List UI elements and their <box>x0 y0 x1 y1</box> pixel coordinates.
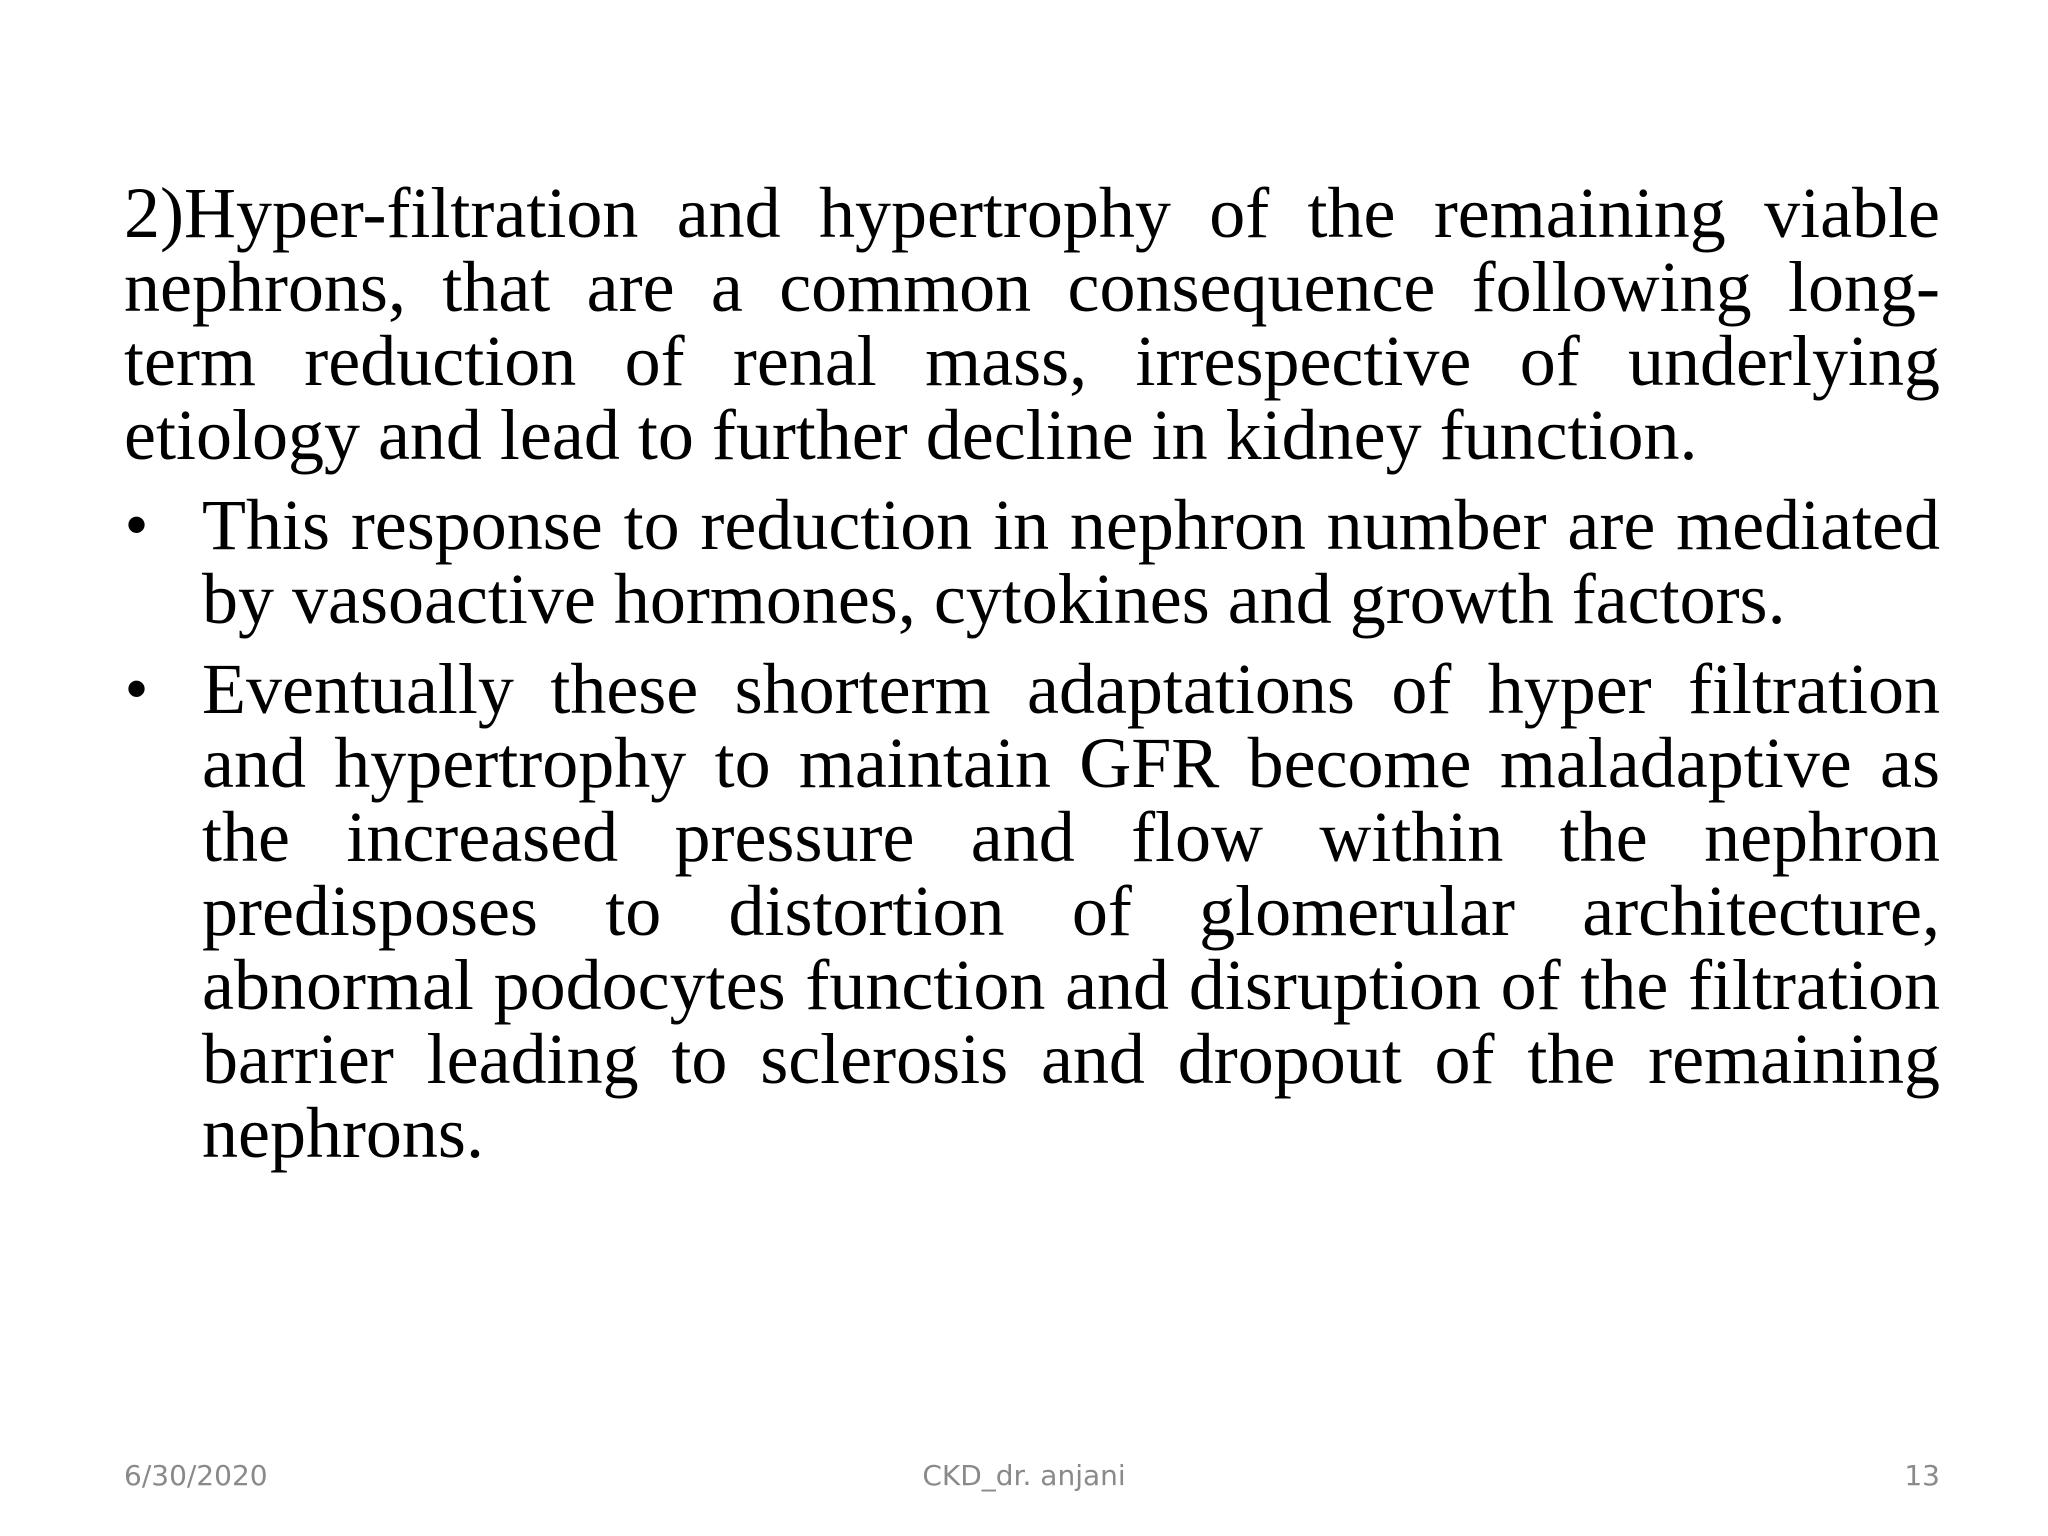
bullet-text: This response to reduction in nephron number are mediated by vasoactive hormones, cytokines and growth factors. <box>202 485 1940 639</box>
bullet-marker: • <box>126 655 148 722</box>
footer-title: CKD_dr. anjani <box>922 1459 1126 1492</box>
slide-body <box>124 173 1940 1186</box>
bullet-item <box>124 485 1940 639</box>
bullet-item <box>124 649 1940 1173</box>
bullet-list <box>124 485 1940 1173</box>
intro-paragraph: 2)Hyper-filtration and hypertrophy of the remaining viable nephrons, that are a common consequence following long-term reduction of renal mass, irrespective of underlying etiology and lead to further decline in kidney function. <box>124 173 1940 475</box>
footer-page-number: 13 <box>1904 1459 1940 1492</box>
bullet-text: Eventually these shorterm adaptations of hyper filtration and hypertrophy to maintain GFR become maladaptive as the increased pressure and flow within the nephron predisposes to distortion of glomerular architecture, abnormal podocytes function and disruption of the filtration barrier leading to sclerosis and dropout of the remaining nephrons. <box>202 649 1940 1173</box>
footer-date: 6/30/2020 <box>124 1459 268 1492</box>
bullet-marker: • <box>126 491 148 558</box>
